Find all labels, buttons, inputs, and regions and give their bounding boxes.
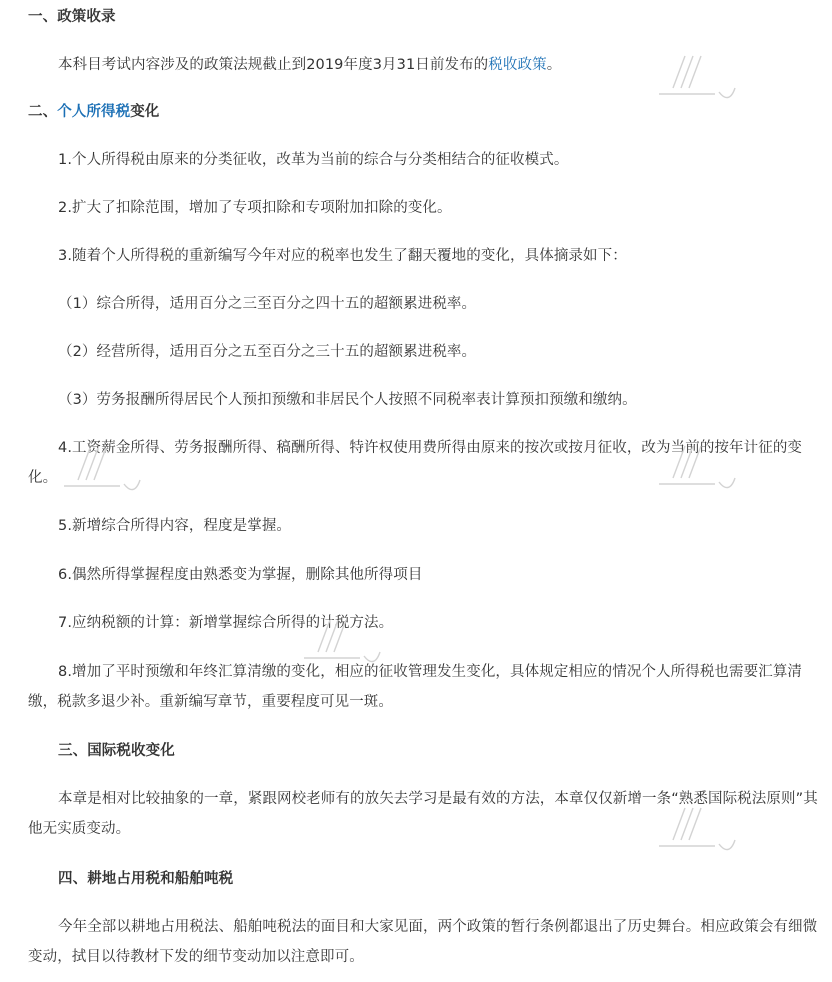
list-item: 7.应纳税额的计算：新增掌握综合所得的计税方法。 bbox=[58, 615, 394, 631]
heading-prefix: 二、 bbox=[28, 104, 58, 120]
section-heading-policy bbox=[28, 2, 828, 32]
section-heading-intl-tax: 三、国际税收变化 bbox=[58, 743, 175, 759]
individual-income-tax-link[interactable]: 个人所得税 bbox=[57, 104, 131, 120]
list-item: 8.增加了平时预缴和年终汇算清缴的变化，相应的征收管理发生变化，具体规定相应的情况个人所得税也需要汇算清缴，税款多退少补。重新编写章节，重要程度可见一斑。 bbox=[28, 664, 803, 710]
paragraph-policy-scope bbox=[28, 50, 828, 80]
list-item: 5.新增综合所得内容，程度是掌握。 bbox=[58, 518, 292, 534]
section-heading-land-ship-tax: 四、耕地占用税和船舶吨税 bbox=[58, 871, 234, 887]
paragraph-intl-tax: 本章是相对比较抽象的一章，紧跟网校老师有的放矢去学习是最有效的方法，本章仅仅新增一条“熟悉国际税法原则”其他无实质变动。 bbox=[28, 791, 818, 837]
heading-suffix: 变化 bbox=[130, 104, 160, 120]
list-item: （3）劳务报酬所得居民个人预扣预缴和非居民个人按照不同税率表计算预扣预缴和缴纳。 bbox=[58, 392, 637, 408]
heading-text: 一、政策收录 bbox=[28, 9, 116, 25]
list-item: 2.扩大了扣除范围，增加了专项扣除和专项附加扣除的变化。 bbox=[58, 200, 452, 216]
section-heading-iit bbox=[28, 97, 828, 127]
list-item: （2）经营所得，适用百分之五至百分之三十五的超额累进税率。 bbox=[58, 344, 477, 360]
list-item: 4.工资薪金所得、劳务报酬所得、稿酬所得、特许权使用费所得由原来的按次或按月征收，改为当前的按年计征的变化。 bbox=[28, 440, 803, 486]
list-item: （1）综合所得，适用百分之三至百分之四十五的超额累进税率。 bbox=[58, 296, 477, 312]
paragraph-land-ship-tax: 今年全部以耕地占用税法、船舶吨税法的面目和大家见面，两个政策的暂行条例都退出了历史舞台。相应政策会有细微变动，拭目以待教材下发的细节变动加以注意即可。 bbox=[28, 919, 818, 965]
tax-policy-link[interactable]: 税收政策 bbox=[488, 57, 547, 73]
list-item: 1.个人所得税由原来的分类征收，改革为当前的综合与分类相结合的征收模式。 bbox=[58, 152, 569, 168]
list-item: 6.偶然所得掌握程度由熟悉变为掌握，删除其他所得项目 bbox=[58, 567, 423, 583]
paragraph-text: 本科目考试内容涉及的政策法规截止到2019年度3月31日前发布的 bbox=[58, 57, 489, 73]
list-item: 3.随着个人所得税的重新编写今年对应的税率也发生了翻天覆地的变化，具体摘录如下： bbox=[58, 248, 627, 264]
paragraph-text-end: 。 bbox=[546, 57, 562, 73]
